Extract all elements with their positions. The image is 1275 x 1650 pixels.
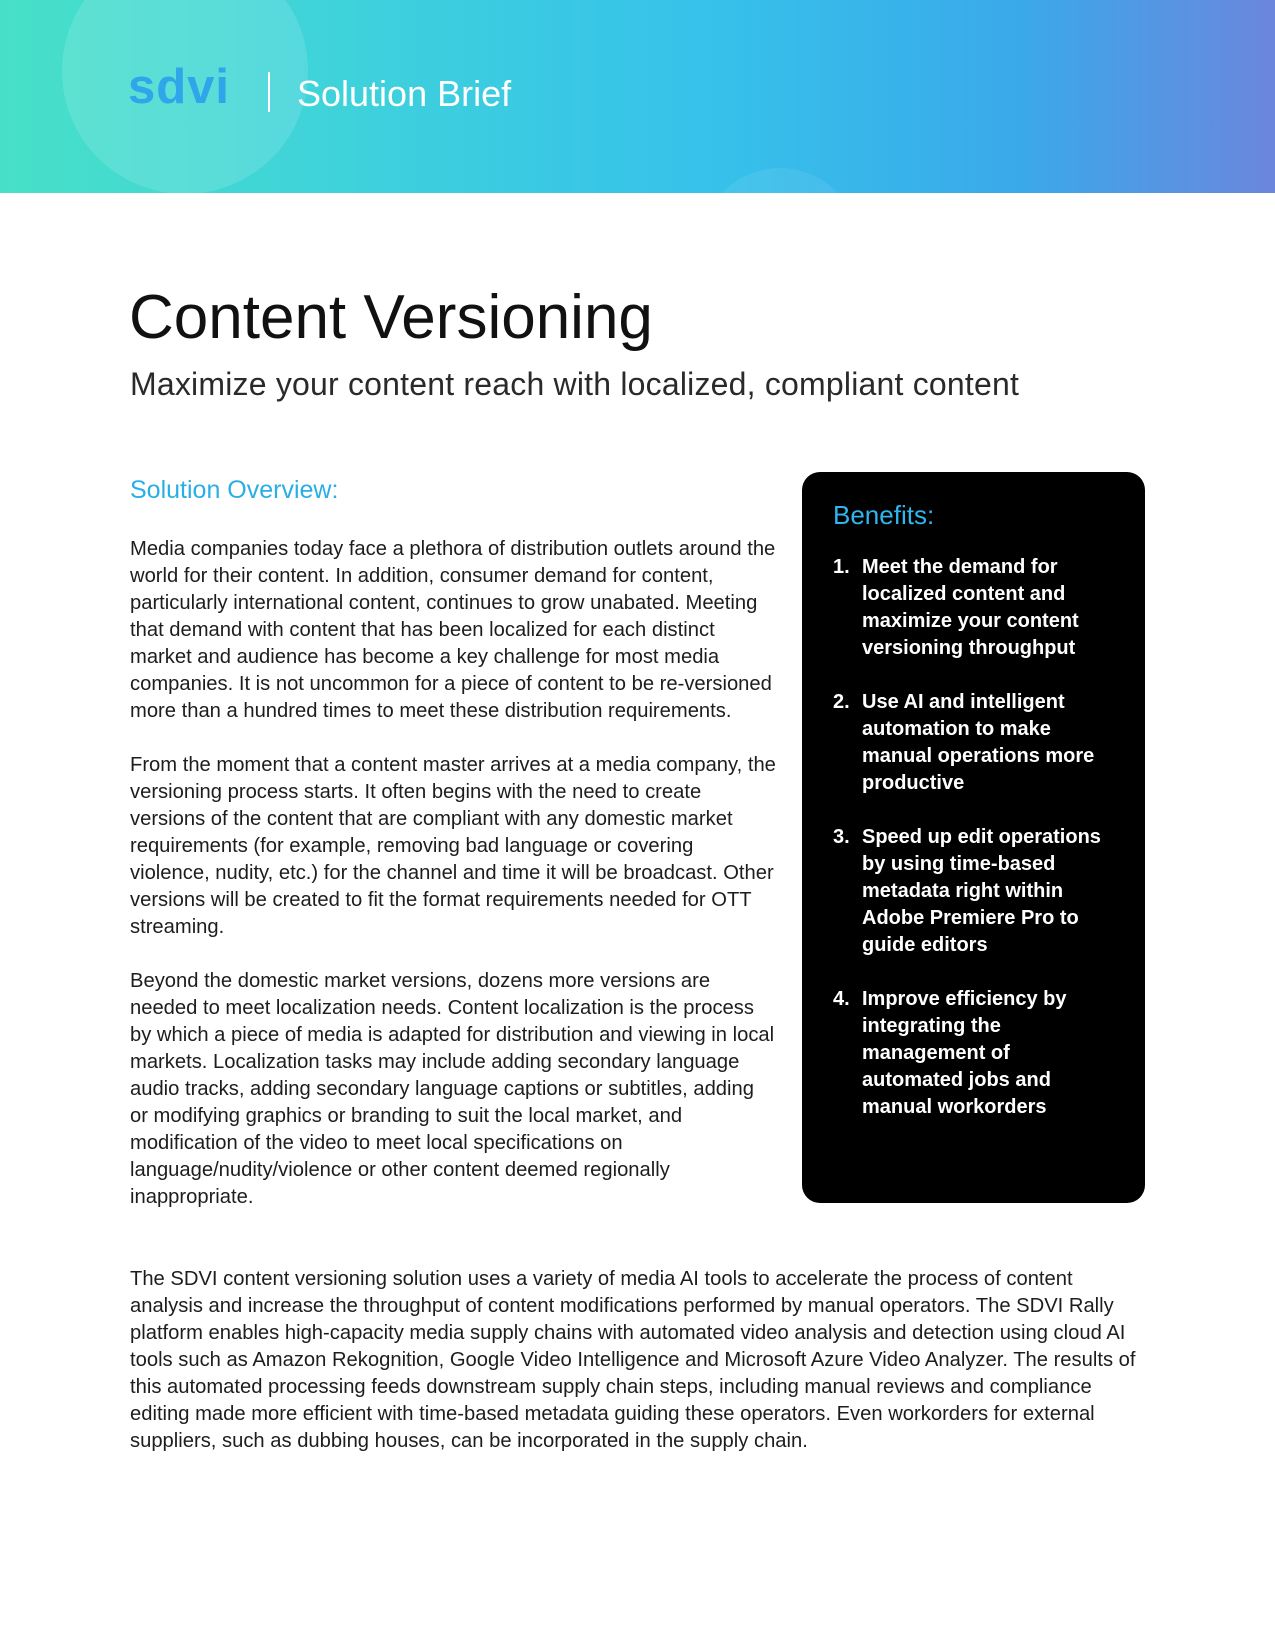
benefits-list [833,554,1115,1121]
overview-paragraph: From the moment that a content master arrives at a media company, the versioning process starts. It often begins with the need to create versions of the content that are compliant with any domestic market requirements (for example, removing bad language or covering violence, nudity, etc.) for the channel and time it will be broadcast. Other versions will be created to fit the format requirements needed for OTT streaming. [130,754,776,938]
benefit-text: Meet the demand for localized content and maximize your content versioning throughput [862,556,1079,659]
decorative-circle [700,168,860,193]
benefit-item [833,554,1115,662]
benefit-text: Use AI and intelligent automation to make manual operations more productive [862,691,1095,794]
overview-paragraph: Beyond the domestic market versions, dozens more versions are needed to meet localization needs. Content localization is the process by which a piece of media is adapted for distribution and viewing in local markets. Localization tasks may include adding secondary language audio tracks, adding secondary language captions or subtitles, adding or modifying graphics or branding to suit the local market, and modification of the video to meet local specifications on language/nudity/violence or other content deemed regionally inappropriate. [130,970,775,1208]
header-divider [268,72,270,112]
benefit-number: 2. [833,691,850,713]
page-title: Content Versioning [129,283,653,352]
overview-column [130,536,777,1238]
benefit-number: 4. [833,988,850,1010]
benefits-panel [802,472,1145,1203]
benefit-text: Speed up edit operations by using time-based metadata right within Adobe Premiere Pro to guide editors [862,826,1101,956]
header-banner [0,0,1275,193]
benefit-number: 1. [833,556,850,578]
solution-overview-heading: Solution Overview: [130,476,339,504]
document-type-label: Solution Brief [297,73,512,114]
benefit-number: 3. [833,826,850,848]
benefits-heading: Benefits: [833,500,935,530]
closing-paragraph: The SDVI content versioning solution uses a variety of media AI tools to accelerate the process of content analysis and increase the throughput of content modifications performed by manual operators. The SDVI Rally platform enables high-capacity media supply chains with automated video analysis and detection using cloud AI tools such as Amazon Rekognition, Google Video Intelligence and Microsoft Azure Video Analyzer. The results of this automated processing feeds downstream supply chain steps, including manual reviews and compliance editing made more efficient with time-based metadata guiding these operators. Even workorders for external suppliers, such as dubbing houses, can be incorporated in the supply chain. [130,1268,1136,1452]
benefit-item [833,824,1115,959]
benefit-item [833,689,1115,797]
overview-paragraph: Media companies today face a plethora of distribution outlets around the world for their content. In addition, consumer demand for content, particularly international content, continues to grow unabated. Meeting that demand with content that has been localized for each distinct market and audience has become a key challenge for most media companies. It is not uncommon for a piece of content to be re-versioned more than a hundred times to meet these distribution requirements. [130,538,776,722]
sdvi-logo: sdvi [128,60,231,114]
benefit-text: Improve efficiency by integrating the management of automated jobs and manual workorders [862,988,1067,1118]
page-subtitle: Maximize your content reach with localized, compliant content [130,366,1020,402]
benefit-item [833,986,1115,1121]
